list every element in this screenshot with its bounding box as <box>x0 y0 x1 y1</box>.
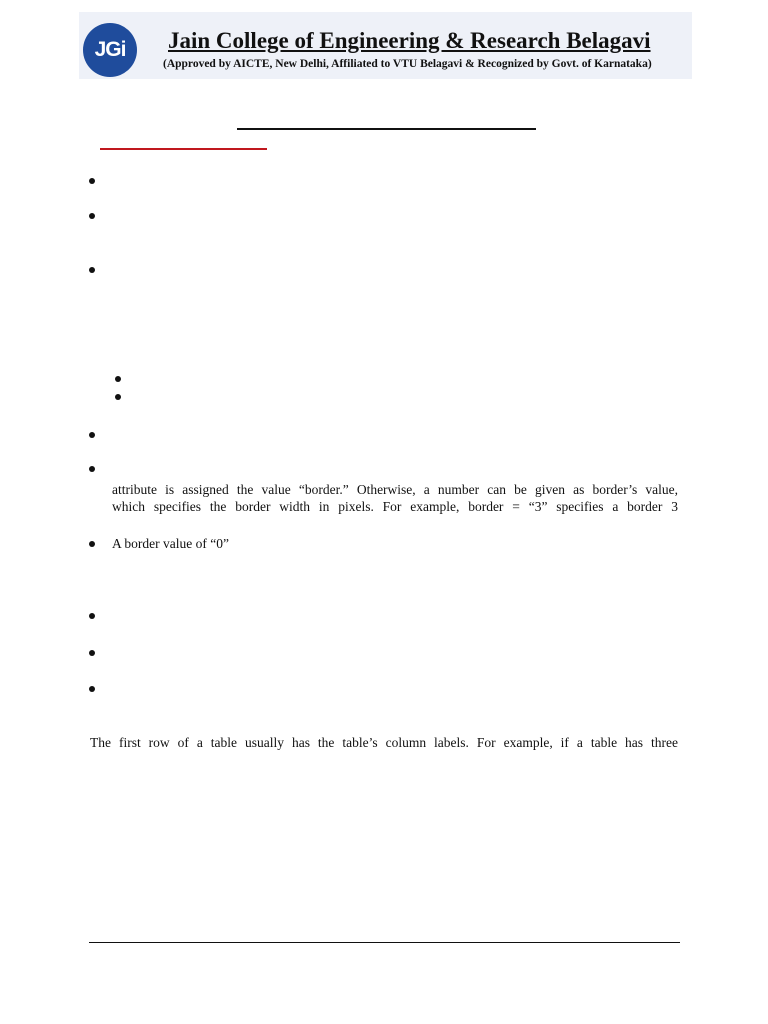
bullet-7 <box>89 613 95 619</box>
border-zero-text: A border value of “0” <box>112 536 229 551</box>
bullet-2 <box>89 213 95 219</box>
bullet-1 <box>89 178 95 184</box>
bullet-9 <box>89 686 95 692</box>
footer-rule <box>89 942 680 943</box>
college-subtitle: (Approved by AICTE, New Delhi, Affiliated to VTU Belagavi & Recognized by Govt. of Karnataka) <box>163 58 652 70</box>
college-logo <box>83 23 137 77</box>
logo-text: JGi <box>94 38 126 61</box>
bullet-6 <box>89 541 95 547</box>
bullet-3 <box>89 267 95 273</box>
bullet-4 <box>89 432 95 438</box>
sub-bullet-2 <box>115 394 121 400</box>
first-row-paragraph: The first row of a table usually has the table’s column labels. For example, if a table has three <box>90 735 678 750</box>
title-underline <box>237 128 536 130</box>
border-text-line-2: which specifies the border width in pixels. For example, border = “3” specifies a border 3 <box>112 499 678 514</box>
sub-bullet-1 <box>115 376 121 382</box>
bullet-8 <box>89 650 95 656</box>
section-underline-red <box>100 148 267 150</box>
bullet-5 <box>89 466 95 472</box>
border-text-line-1: attribute is assigned the value “border.” Otherwise, a number can be given as border’s value, <box>112 482 678 497</box>
college-name: Jain College of Engineering & Research Belagavi <box>168 28 651 53</box>
